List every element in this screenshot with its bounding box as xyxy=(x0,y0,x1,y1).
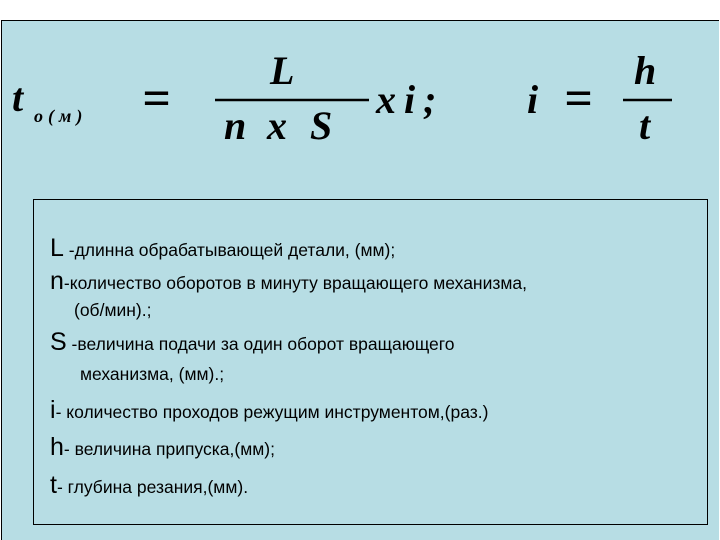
legend-line-S xyxy=(50,328,455,357)
legend-text: механизма, (мм).; xyxy=(80,364,225,384)
formula-denominator-S: S xyxy=(310,103,333,148)
legend-line-S-cont xyxy=(80,364,224,385)
symbol-n: n xyxy=(50,267,64,295)
legend-line-t xyxy=(50,471,248,500)
formula-i: i xyxy=(527,77,539,122)
legend-line-L xyxy=(50,234,395,263)
formula-denominator-x: x xyxy=(267,103,287,148)
formula-xi: xi; xyxy=(376,77,445,122)
symbol-h: h xyxy=(50,433,64,461)
formula-denominator-n: n xyxy=(224,103,247,148)
legend-text: - величина припуска,(мм); xyxy=(63,439,275,459)
legend-text: - глубина резания,(мм). xyxy=(56,477,249,497)
slide-background xyxy=(1,20,719,540)
formula xyxy=(2,21,720,161)
legend-text: -количество оборотов в минуту вращающего механизма, xyxy=(63,273,528,293)
formula-numerator-L: L xyxy=(270,48,295,93)
symbol-S: S xyxy=(50,328,67,356)
symbol-i: i xyxy=(50,396,56,424)
formula-t: t xyxy=(12,75,24,120)
legend-line-h xyxy=(50,433,275,462)
legend-box xyxy=(33,199,708,525)
formula-subscript: o(м) xyxy=(34,106,88,126)
legend-text: - количество проходов режущим инструментом,(раз.) xyxy=(55,402,489,422)
symbol-t: t xyxy=(50,471,57,499)
legend-line-n xyxy=(50,267,527,296)
legend-text: -величина подачи за один оборот вращающего xyxy=(66,334,455,354)
legend-line-i xyxy=(50,396,488,425)
formula-equals: = xyxy=(142,70,171,126)
legend-text: -длинна обрабатывающей детали, (мм); xyxy=(63,240,396,260)
formula-denominator-t: t xyxy=(639,103,651,148)
symbol-L: L xyxy=(50,234,64,262)
legend-line-n-cont xyxy=(74,300,151,321)
formula-numerator-h: h xyxy=(634,48,657,93)
formula-equals-2: = xyxy=(564,70,593,126)
legend-text: (об/мин).; xyxy=(74,300,152,320)
